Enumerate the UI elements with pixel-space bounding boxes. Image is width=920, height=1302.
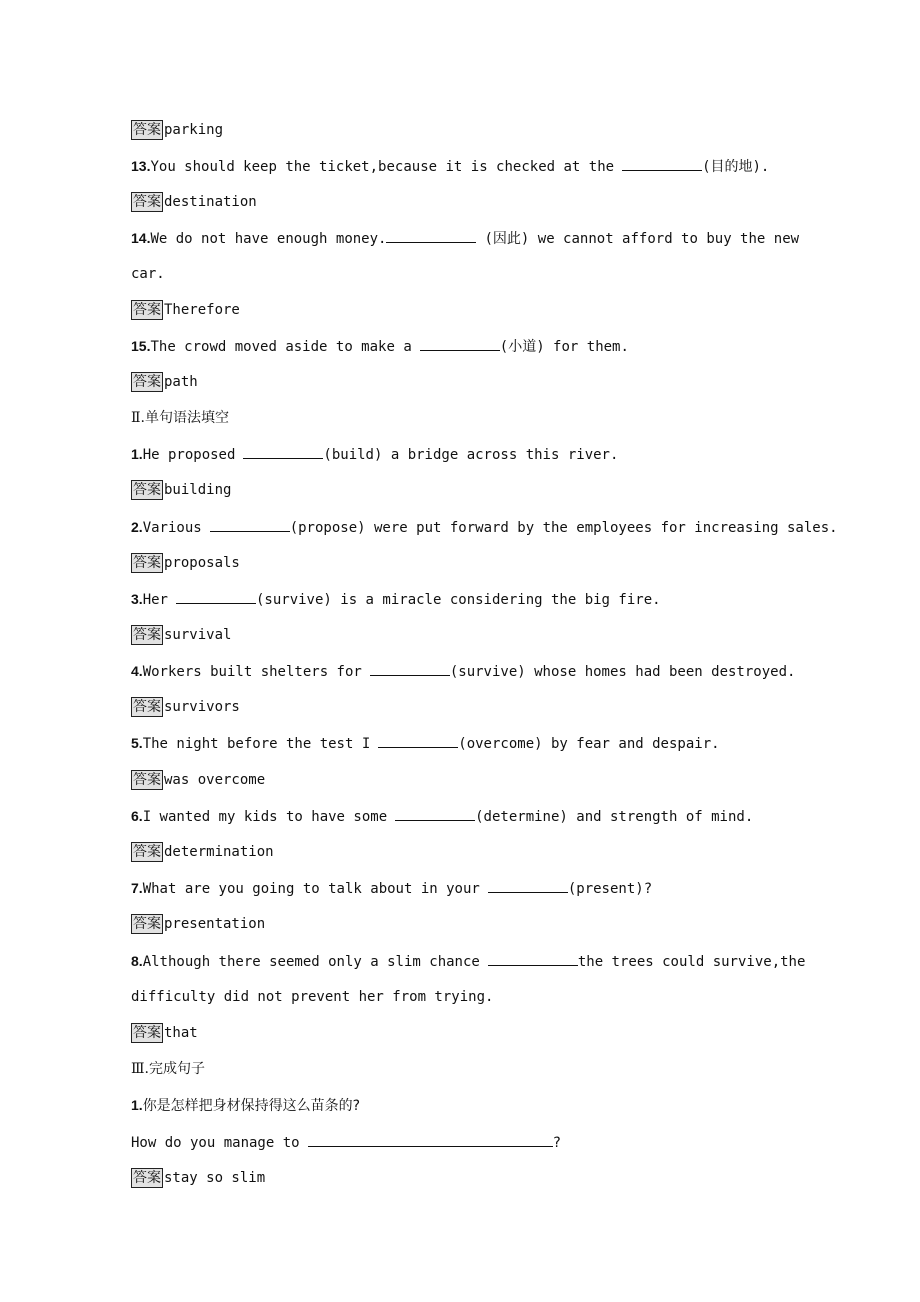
question-hint: (build) a bridge across this river. <box>323 447 619 463</box>
question-hint: ? <box>552 1135 562 1151</box>
grammar-item-1 <box>131 444 618 464</box>
fill-blank[interactable] <box>176 589 256 604</box>
answer-badge: 答案 <box>133 844 161 860</box>
grammar-item-7 <box>131 878 652 898</box>
answer-line <box>131 1168 265 1188</box>
answer-badge: 答案 <box>133 1170 161 1186</box>
answer-text: Therefore <box>164 302 240 318</box>
answer-text: destination <box>164 194 257 210</box>
fill-blank[interactable] <box>243 444 323 459</box>
grammar-item-3 <box>131 589 661 609</box>
question-hint: (propose) were put forward by the employees for increasing sales. <box>289 520 838 536</box>
translation-sentence-1 <box>131 1132 561 1152</box>
question-hint: (因此) we cannot afford to buy the new <box>484 231 800 247</box>
question-14-continued <box>131 264 165 284</box>
question-number: 13. <box>131 158 151 174</box>
question-text: Although there seemed only a slim chance <box>142 954 480 970</box>
answer-text: proposals <box>164 555 240 571</box>
answer-badge: 答案 <box>133 374 161 390</box>
answer-badge: 答案 <box>133 1025 161 1041</box>
question-text: The night before the test I <box>142 736 371 752</box>
question-hint: the trees could survive,the <box>577 954 806 970</box>
question-text-line2: car. <box>131 266 165 282</box>
question-number: 14. <box>131 230 151 246</box>
answer-line <box>131 372 198 392</box>
fill-blank[interactable] <box>622 156 702 171</box>
question-number: 7. <box>131 880 143 896</box>
answer-badge: 答案 <box>133 772 161 788</box>
answer-badge: 答案 <box>133 627 161 643</box>
answer-badge: 答案 <box>133 482 161 498</box>
question-text: He proposed <box>142 447 236 463</box>
translation-item-1 <box>131 1095 360 1115</box>
question-number: 4. <box>131 663 143 679</box>
answer-text: survival <box>164 627 232 643</box>
question-text: The crowd moved aside to make a <box>150 339 412 355</box>
question-number: 8. <box>131 953 143 969</box>
question-number: 15. <box>131 338 151 354</box>
answer-line <box>131 914 265 934</box>
answer-badge: 答案 <box>133 916 161 932</box>
question-number: 2. <box>131 519 143 535</box>
question-hint: (survive) is a miracle considering the big fire. <box>255 592 661 608</box>
answer-text: determination <box>164 844 274 860</box>
fill-blank[interactable] <box>488 878 568 893</box>
grammar-item-5 <box>131 733 720 753</box>
grammar-item-6 <box>131 806 753 826</box>
answer-badge: 答案 <box>133 122 161 138</box>
question-hint: (overcome) by fear and despair. <box>458 736 720 752</box>
question-number: 5. <box>131 735 143 751</box>
answer-line <box>131 480 231 500</box>
question-number: 3. <box>131 591 143 607</box>
question-14 <box>131 228 799 248</box>
answer-text: building <box>164 482 232 498</box>
question-text-line2: difficulty did not prevent her from trying. <box>131 989 494 1005</box>
grammar-item-8-continued <box>131 987 493 1007</box>
chinese-prompt: 你是怎样把身材保持得这么苗条的? <box>142 1098 361 1114</box>
answer-badge: 答案 <box>133 555 161 571</box>
question-number: 1. <box>131 1097 143 1113</box>
answer-text: stay so slim <box>164 1170 266 1186</box>
answer-line <box>131 120 223 140</box>
question-text: How do you manage to <box>131 1135 300 1151</box>
answer-text: that <box>164 1025 198 1041</box>
answer-badge: 答案 <box>133 194 161 210</box>
question-15 <box>131 336 629 356</box>
answer-text: was overcome <box>164 772 266 788</box>
section-heading-3: Ⅲ.完成句子 <box>131 1061 205 1077</box>
fill-blank[interactable] <box>210 517 290 532</box>
question-text: Workers built shelters for <box>142 664 362 680</box>
question-text: You should keep the ticket,because it is checked at the <box>150 159 615 175</box>
question-number: 1. <box>131 446 143 462</box>
answer-text: path <box>164 374 198 390</box>
grammar-item-8 <box>131 951 805 971</box>
answer-line <box>131 770 265 790</box>
answer-line <box>131 842 274 862</box>
question-hint: (目的地). <box>702 159 770 175</box>
section-heading-2: Ⅱ.单句语法填空 <box>131 410 229 426</box>
fill-blank[interactable] <box>378 733 458 748</box>
answer-line <box>131 300 240 320</box>
question-text: Her <box>142 592 168 608</box>
question-number: 6. <box>131 808 143 824</box>
answer-line <box>131 553 240 573</box>
fill-blank[interactable] <box>488 951 578 966</box>
answer-line <box>131 697 240 717</box>
question-text: I wanted my kids to have some <box>142 809 388 825</box>
question-text: What are you going to talk about in your <box>142 881 480 897</box>
answer-text: survivors <box>164 699 240 715</box>
fill-blank[interactable] <box>386 228 476 243</box>
question-hint: (survive) whose homes had been destroyed. <box>449 664 796 680</box>
answer-badge: 答案 <box>133 302 161 318</box>
question-hint: (determine) and strength of mind. <box>475 809 754 825</box>
fill-blank[interactable] <box>420 336 500 351</box>
question-text: Various <box>142 520 202 536</box>
answer-line <box>131 625 231 645</box>
question-13 <box>131 156 769 176</box>
grammar-item-4 <box>131 661 795 681</box>
grammar-item-2 <box>131 517 838 537</box>
answer-line <box>131 1023 198 1043</box>
answer-text: parking <box>164 122 224 138</box>
answer-line <box>131 192 257 212</box>
question-hint: (present)? <box>567 881 653 897</box>
fill-blank[interactable] <box>308 1132 553 1147</box>
question-hint: (小道) for them. <box>499 339 629 355</box>
question-text: We do not have enough money. <box>150 231 387 247</box>
fill-blank[interactable] <box>395 806 475 821</box>
fill-blank[interactable] <box>370 661 450 676</box>
answer-badge: 答案 <box>133 699 161 715</box>
answer-text: presentation <box>164 916 266 932</box>
